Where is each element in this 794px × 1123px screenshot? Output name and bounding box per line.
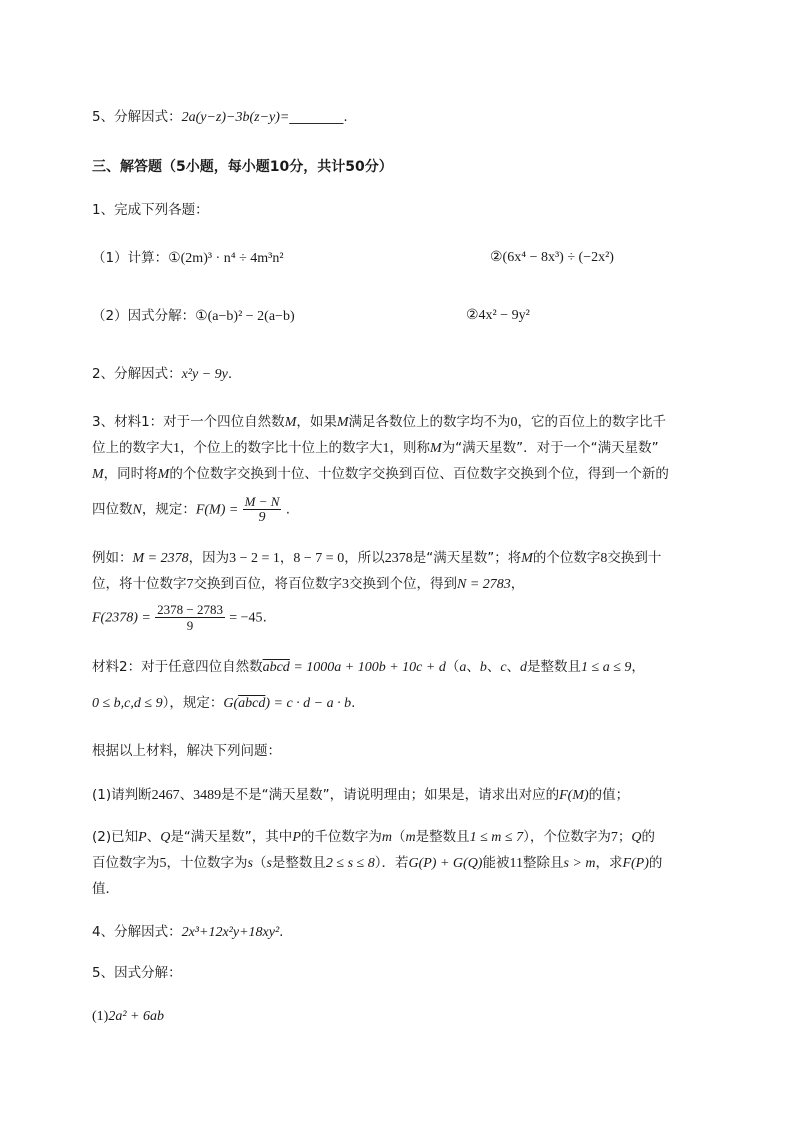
text: ，因为: [188, 550, 230, 566]
problem-3-line-2: [92, 438, 738, 459]
math-expression: F(P): [622, 856, 649, 871]
variable: M: [284, 415, 297, 430]
text: ，: [631, 659, 645, 675]
text: ，规定：: [141, 501, 196, 518]
number: 8: [600, 551, 608, 566]
variable: d: [520, 660, 528, 675]
number: 0: [510, 415, 518, 430]
variable: b: [479, 660, 487, 675]
variable: m: [405, 830, 416, 845]
math-expression: 2x³+12x²y+18xy²: [181, 925, 280, 940]
text: (2)已知: [92, 829, 139, 845]
problem-3-line-4: [92, 494, 738, 526]
math-expression: ②4x² − 9y²: [466, 308, 530, 323]
problem-5-part-1: [92, 1006, 738, 1027]
problem-4: [92, 922, 738, 943]
part-label: （2）因式分解：: [92, 308, 196, 324]
math-expression: 2a(y−z)−3b(z−y)=: [181, 110, 290, 125]
math-expression: F(2378) =: [92, 610, 151, 626]
punctuation: .: [227, 366, 233, 382]
math-expression: 0 ≤ b,c,d ≤ 9: [92, 696, 163, 711]
material-2-line-1: [92, 657, 738, 678]
math-expression: F(M): [559, 788, 589, 803]
math-expression: N = 2783: [457, 577, 511, 592]
question-label: 5、分解因式：: [92, 109, 182, 125]
question-label: 2、分解因式：: [92, 366, 182, 382]
number: 1: [382, 441, 390, 456]
punctuation: .: [279, 924, 284, 940]
math-expression: ①(a−b)² − 2(a−b): [195, 309, 295, 324]
number: 3489: [193, 788, 222, 803]
variable: s: [266, 856, 272, 871]
math-expression: F(M) =: [195, 502, 239, 518]
section-title: 三、解答题（5小题，每小题10分，共计50分）: [92, 159, 393, 175]
text: ，则称: [389, 440, 430, 456]
problem-1-part-1: [92, 248, 738, 269]
math-expression: abcd: [262, 660, 290, 675]
text: 、: [179, 787, 194, 803]
fraction: [155, 602, 225, 633]
text: ，个位上的数字比十位上的数字大: [180, 440, 383, 456]
variable: a: [459, 660, 467, 675]
text: ，: [279, 550, 294, 566]
text: 四位数: [92, 501, 133, 518]
number: 5: [159, 856, 167, 871]
fraction: [243, 494, 282, 525]
text: 能被: [482, 855, 510, 871]
numerator: M − N: [244, 494, 280, 509]
fill-question-5: [92, 107, 738, 128]
text: 、: [466, 659, 480, 675]
punctuation: .: [343, 109, 348, 125]
text: (1)请判断: [92, 787, 152, 803]
math-expression: G(: [223, 696, 239, 711]
math-expression: = 1000a + 100b + 10c + d: [289, 660, 446, 675]
text: 、: [486, 659, 501, 675]
math-expression: 8 − 7 = 0: [293, 551, 345, 566]
number: 3: [342, 577, 349, 592]
variable: c: [500, 660, 507, 675]
math-expression: ①(2m)³ · n⁴ ÷ 4m³n²: [168, 251, 284, 266]
denominator: 9: [258, 510, 266, 525]
example-line-2: [92, 574, 738, 595]
answer-blank: ________: [289, 109, 344, 125]
problem-3-ask: 根据以上材料，解决下列问题：: [92, 743, 281, 759]
text: 的: [641, 829, 655, 845]
math-expression: = −45: [229, 610, 263, 626]
text: ，求: [595, 855, 623, 871]
variable: M: [336, 415, 349, 430]
problem-3-line-1: [92, 412, 738, 433]
number: 2467: [151, 788, 180, 803]
problem-3-question-2-line-3: 值．: [92, 881, 119, 897]
text: 位上的数字大: [92, 440, 173, 456]
text: 整除且: [522, 855, 564, 871]
text: 是整数且: [415, 829, 470, 845]
variable: m: [381, 830, 392, 845]
variable: M: [430, 441, 442, 456]
text: 的千位数字为: [300, 829, 382, 845]
text: ），规定：: [162, 695, 224, 711]
text: （: [445, 659, 460, 675]
math-expression: s > m: [563, 856, 596, 871]
variable: M: [521, 551, 533, 566]
number: 1: [173, 441, 180, 456]
text: 、: [506, 659, 521, 675]
text: ，十位数字为: [166, 855, 248, 871]
text: ，: [510, 576, 525, 592]
text: 交换到十: [607, 550, 662, 566]
math-expression: x²y − 9y: [181, 367, 228, 382]
number: 2378: [384, 551, 413, 566]
problem-5-label: 5、因式分解：: [92, 965, 182, 981]
punctuation: .: [262, 609, 267, 626]
variable: M: [92, 467, 104, 482]
variable: s: [247, 856, 253, 871]
text: 交换到个位，得到: [349, 576, 457, 592]
variable: Q: [631, 830, 642, 845]
problem-1-part-2: [92, 306, 738, 327]
punctuation: .: [351, 695, 356, 711]
text: 的: [648, 855, 663, 871]
question-label: 4、分解因式：: [92, 924, 182, 940]
variable: N: [132, 502, 142, 518]
text: 、: [146, 829, 161, 845]
text: 是“满天星数”；将: [412, 550, 522, 566]
text: （: [252, 855, 267, 871]
math-expression: abcd: [238, 696, 266, 711]
text: 位，将十位数字: [92, 576, 187, 592]
number: 7: [186, 577, 194, 592]
text: 是整数且: [271, 855, 326, 871]
text: 3、材料1：对于一个四位自然数: [92, 414, 285, 430]
problem-3-question-1: [92, 785, 738, 806]
variable: P: [292, 830, 301, 845]
math-expression: G(P) + G(Q): [408, 856, 483, 871]
text: 是整数且: [527, 659, 582, 675]
problem-3-question-2-line-1: [92, 827, 738, 848]
number: 11: [509, 856, 523, 871]
material-2-line-2: [92, 693, 738, 714]
math-expression: ②(6x⁴ − 8x³) ÷ (−2x²): [490, 250, 614, 265]
number: 7: [610, 830, 618, 845]
text: 交换到百位，将百位数字: [193, 576, 342, 592]
punctuation: .: [285, 501, 291, 518]
text: 例如：: [92, 550, 133, 566]
math-expression: 2a² + 6ab: [108, 1009, 164, 1024]
variable: P: [138, 830, 147, 845]
text: 是不是“满天星数”，请说明理由；如果是，请求出对应的: [221, 787, 560, 803]
text: 的个位数字: [532, 550, 601, 566]
example-line-3: [92, 602, 738, 634]
math-expression: ) = c · d − a · b: [265, 696, 352, 711]
text: ；: [617, 829, 632, 845]
text: 百位数字为: [92, 855, 160, 871]
numerator: 2378 − 2783: [157, 602, 223, 617]
problem-2: [92, 364, 738, 385]
text: 材料2：对于任意四位自然数: [92, 659, 263, 675]
text: 的个位数字交换到十位、十位数字交换到百位、百位数字交换到个位，得到一个新的: [169, 466, 669, 482]
text: ，它的百位上的数字比千: [517, 414, 667, 430]
part-label: (1): [92, 1009, 109, 1024]
denominator: 9: [186, 618, 194, 633]
problem-1-label: 1、完成下列各题：: [92, 202, 209, 218]
problem-3-question-2-line-2: [92, 853, 738, 874]
part-label: （1）计算：: [92, 250, 169, 266]
variable: M: [157, 467, 170, 482]
math-expression: 1 ≤ a ≤ 9: [581, 660, 632, 675]
text: ，同时将: [103, 466, 158, 482]
text: 的值；: [588, 787, 630, 803]
text: 满足各数位上的数字均不为: [348, 414, 511, 430]
text: ，所以: [344, 550, 385, 566]
text: 是“满天星数”，其中: [170, 829, 293, 845]
math-expression: 3 − 2 = 1: [229, 551, 280, 566]
problem-3-line-3: [92, 464, 738, 485]
math-expression: 1 ≤ m ≤ 7: [469, 830, 524, 845]
text: 为“满天星数”．对于一个“满天星数”: [441, 440, 659, 456]
variable: Q: [160, 830, 171, 845]
text: ，如果: [296, 414, 337, 430]
text: （: [392, 829, 406, 845]
math-expression: M = 2378: [132, 551, 189, 566]
example-line-1: [92, 548, 738, 569]
text: ），个位数字为: [523, 829, 611, 845]
text: ）．若: [374, 855, 409, 871]
math-expression: 2 ≤ s ≤ 8: [325, 856, 375, 871]
